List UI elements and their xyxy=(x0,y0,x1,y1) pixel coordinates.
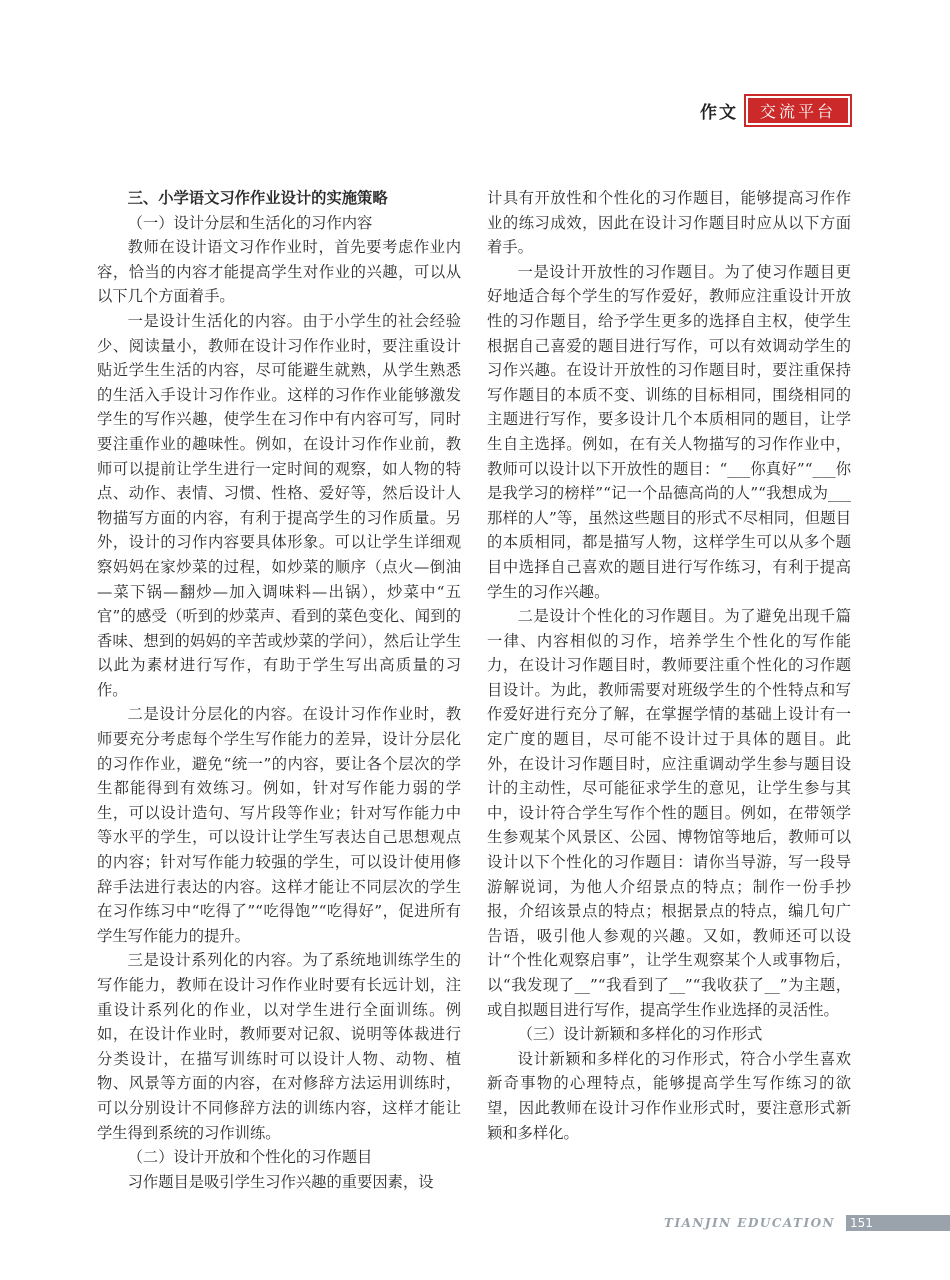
right-column xyxy=(487,186,851,1145)
left-column xyxy=(97,186,461,1194)
section-heading: 三、小学语文习作作业设计的实施策略 xyxy=(127,189,388,207)
platform-badge: 交流平台 xyxy=(746,96,850,125)
paragraph: 三是设计系列化的内容。为了系统地训练学生的写作能力，教师在设计习作作业时要有长远计划，注重设计系列化的作业，以对学生进行全面训练。例如，在设计作业时，教师要对记叙、说明等体裁进行分类设计，在描写训练时可以设计人物、动物、植物、风景等方面的内容，在对修辞方法运用训练时，可以分别设计不同修辞方法的训练内容，这样才能让学生得到系统的习作训练。 xyxy=(97,951,461,1142)
paragraph: 设计新颖和多样化的习作形式，符合小学生喜欢新奇事物的心理特点，能够提高学生写作练习的欲望，因此教师在设计习作作业形式时，要注意形式新颖和多样化。 xyxy=(487,1049,851,1142)
subheading-1: （一）设计分层和生活化的习作内容 xyxy=(127,213,373,232)
section-label: 作文 xyxy=(699,103,738,123)
subheading-2: （二）设计开放和个性化的习作题目 xyxy=(127,1148,373,1167)
paragraph: 一是设计开放性的习作题目。为了使习作题目更好地适合每个学生的写作爱好，教师应注重设计开放性的习作题目，给予学生更多的选择自主权，使学生根据自己喜爱的题目进行写作，可以有效调动学生的习作兴趣。在设计开放性的习作题目时，要注重保持写作题目的本质不变、训练的目标相同，围绕相同的主题进行写作，要多设计几个本质相同的题目，让学生自主选择。例如，在有关人物描写的习作作业中，教师可以设计以下开放性的题目：“___你真好”“___你是我学习的榜样”“记一个品德高尚的人”“我想成为___那样的人”等，虽然这些题目的形式不尽相同，但题目的本质相同，都是描写人物，这样学生可以从多个题目中选择自己喜欢的题目进行写作练习，有利于提高学生的习作兴趣。 xyxy=(487,262,851,601)
page-footer xyxy=(0,1214,950,1232)
paragraph: 习作题目是吸引学生习作兴趣的重要因素，设 xyxy=(127,1172,434,1191)
page-number: 151 xyxy=(850,1216,873,1230)
footer-bar xyxy=(846,1215,950,1231)
paragraph: 教师在设计语文习作作业时，首先要考虑作业内容，恰当的内容才能提高学生对作业的兴趣，可以从以下几个方面着手。 xyxy=(97,238,461,306)
paragraph: 二是设计分层化的内容。在设计习作作业时，教师要充分考虑每个学生写作能力的差异，设计分层化的习作作业，避免“统一”的内容，要让各个层次的学生都能得到有效练习。例如，针对写作能力弱的学生，可以设计造句、写片段等作业；针对写作能力中等水平的学生，可以设计让学生写表达自己思想观点的内容；针对写作能力较强的学生，可以设计使用修辞手法进行表达的内容。这样才能让不同层次的学生在习作练习中“吃得了”“吃得饱”“吃得好”，促进所有学生写作能力的提升。 xyxy=(97,705,461,945)
paragraph-continued: 计具有开放性和个性化的习作题目，能够提高习作作业的练习成效，因此在设计习作题目时应从以下方面着手。 xyxy=(487,189,851,257)
paragraph: 一是设计生活化的内容。由于小学生的社会经验少、阅读量小，教师在设计习作作业时，要注重设计贴近学生生活的内容，尽可能避生就熟，从学生熟悉的生活入手设计习作作业。这样的习作作业能够激发学生的写作兴趣，使学生在习作中有内容可写，同时要注重作业的趣味性。例如，在设计习作作业前，教师可以提前让学生进行一定时间的观察，如人物的特点、动作、表情、习惯、性格、爱好等，然后设计人物描写方面的内容，有利于提高学生的习作质量。另外，设计的习作内容要具体形象。可以让学生详细观察妈妈在家炒菜的过程，如炒菜的顺序（点火—倒油—菜下锅—翻炒—加入调味料—出锅），炒菜中“五官”的感受（听到的炒菜声、看到的菜色变化、闻到的香味、想到的妈妈的辛苦或炒菜的学问），然后让学生以此为素材进行写作，有助于学生写出高质量的习作。 xyxy=(97,311,461,699)
footer-brand: TIANJIN EDUCATION xyxy=(664,1216,835,1230)
paragraph: 二是设计个性化的习作题目。为了避免出现千篇一律、内容相似的习作，培养学生个性化的写作能力，在设计习作题目时，教师要注重个性化的习作题目设计。为此，教师需要对班级学生的个性特点和写作爱好进行充分了解，在掌握学情的基础上设计有一定广度的题目，尽可能不设计过于具体的题目。此外，在设计习作题目时，应注重调动学生参与题目设计的主动性，尽可能征求学生的意见，让学生参与其中，设计符合学生写作个性的题目。例如，在带领学生参观某个风景区、公园、博物馆等地后，教师可以设计以下个性化的习作题目：请你当导游，写一段导游解说词，为他人介绍景点的特点；制作一份手抄报，介绍该景点的特点；根据景点的特点，编几句广告语，吸引他人参观的兴趣。又如，教师还可以设计“个性化观察启事”，让学生观察某个人或事物后，以“我发现了__”“我看到了__”“我收获了__”为主题，或自拟题目进行写作，提高学生作业选择的灵活性。 xyxy=(487,607,851,1019)
subheading-3: （三）设计新颖和多样化的习作形式 xyxy=(517,1025,763,1044)
page-header xyxy=(700,96,850,125)
